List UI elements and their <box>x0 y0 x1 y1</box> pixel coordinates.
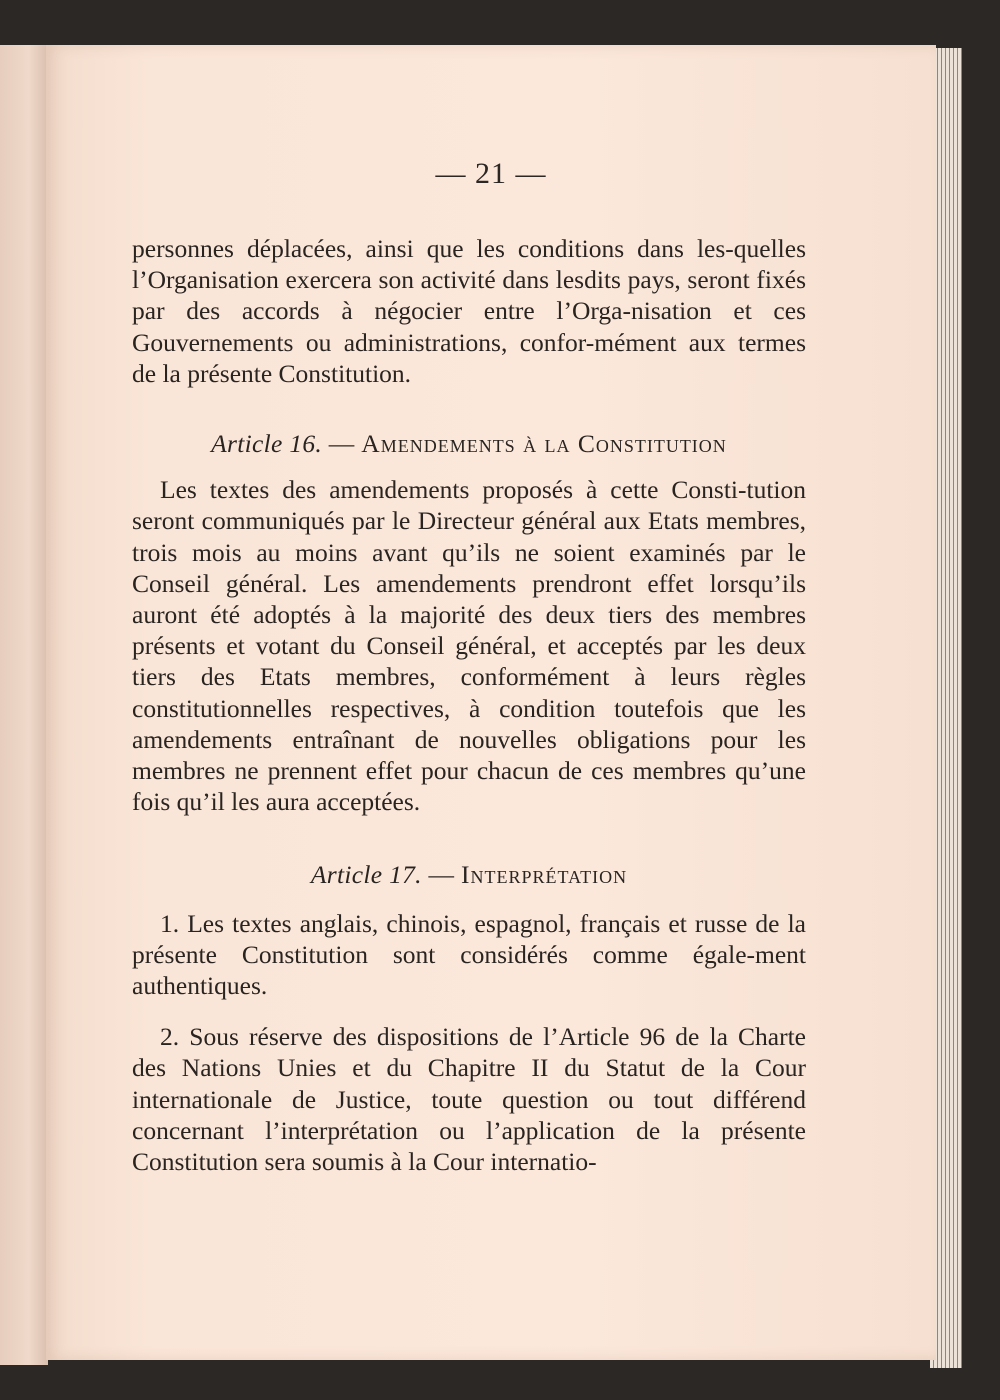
article-17-title: Interprétation <box>461 860 628 890</box>
article-17-dash: — <box>421 860 462 890</box>
article-16-heading <box>132 428 806 459</box>
previous-page-edge <box>0 45 48 1365</box>
article-17-paragraph-2: 2. Sous réserve des dispositions de l’Article 96 de la Charte des Nations Unies et du Chapitre II du Statut de la Cour internationale de Justice, toute question ou tout différend concernant l’interprétation ou l’application de la présente Constitution sera soumis à la Cour internatio- <box>132 1022 806 1177</box>
book-page <box>46 45 936 1360</box>
article-16-dash: — <box>322 429 362 459</box>
article-16-title: Amendements à la Constitution <box>361 429 727 459</box>
article-17-heading <box>132 859 806 890</box>
article-17-paragraph-1: 1. Les textes anglais, chinois, espagnol, français et russe de la présente Constitution sont considérés comme égale-ment authentiques. <box>132 908 806 1001</box>
article-17-label: Article 17. <box>310 860 422 890</box>
page-number: — 21 — <box>435 157 547 190</box>
page-text <box>132 233 806 1177</box>
article-16-label: Article 16. <box>211 429 323 459</box>
paragraph-continuation: personnes déplacées, ainsi que les conditions dans les-quelles l’Organisation exercera son activité dans lesdits pays, seront fixés par des accords à négocier entre l’Orga-nisation et ces Gouvernements ou administrations, confor-mément aux termes de la présente Constitution. <box>132 234 806 388</box>
article-16-body: Les textes des amendements proposés à cette Consti-tution seront communiqués par le Directeur général aux Etats membres, trois mois au moins avant qu’ils ne soient examinés par le Conseil général. Les amendements prendront effet lorsqu’ils auront été adoptés à la majorité des deux tiers des membres présents et votant du Conseil général, et acceptés par les deux tiers des Etats membres, conformément à leurs règles constitutionnelles respectives, à condition toutefois que les amendements entraînant de nouvelles obligations pour les membres ne prennent effet pour chacun de ces membres qu’une fois qu’il les aura acceptées. <box>132 475 806 817</box>
